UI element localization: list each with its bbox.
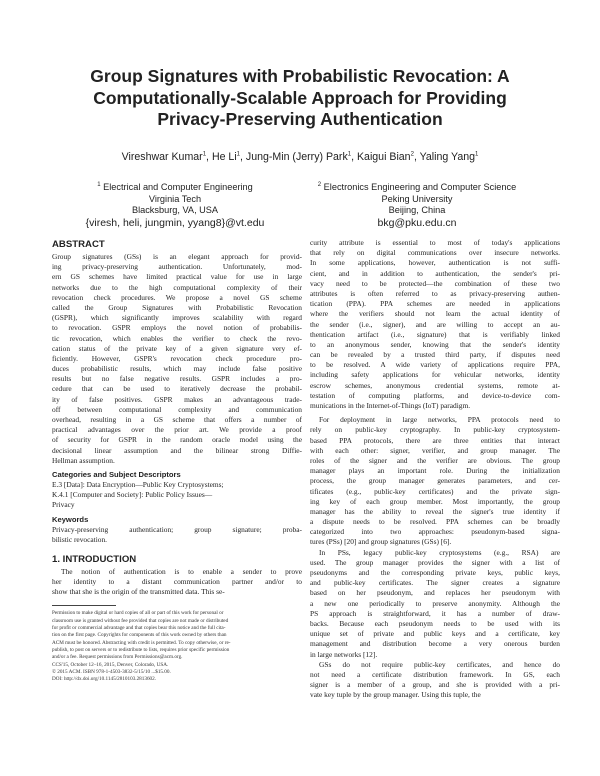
paragraph-line: categorized into two approaches: pseudonym-based signa- xyxy=(310,527,560,537)
paragraph xyxy=(310,660,560,701)
author-affiliation-mark: 1 xyxy=(475,151,479,158)
paragraph-line: testation of computing platforms, and device-to-device com- xyxy=(310,390,560,400)
affiliation-line: Electronics Engineering and Computer Science xyxy=(323,182,517,193)
affiliation-block xyxy=(302,180,532,230)
paragraph xyxy=(310,548,560,660)
paragraph-line: in large networks [12]. xyxy=(310,649,378,659)
paragraph-line: munications in the Internet-of-Things (IoT) paradigm. xyxy=(310,401,471,410)
author-affiliation-mark: 1 xyxy=(347,151,352,158)
abstract-line: cation status of the private key of a given signature very ef- xyxy=(52,343,302,353)
paragraph-line: In PSs, legacy public-key cryptosystems (e.g., RSA) are xyxy=(319,547,560,557)
paragraph-line: including safety applications for vehicular networks, identity xyxy=(310,370,560,380)
abstract-line: cedure that can be used to iteratively decrease the probabil- xyxy=(52,384,302,394)
right-column xyxy=(310,238,560,700)
affiliation-mark: 1 xyxy=(97,182,101,188)
intro-line: show that she is the origin of the transmitted data. This se- xyxy=(52,587,225,597)
paragraph-line: pseudonyms and the corresponding private keys, public keys, xyxy=(310,568,560,577)
paragraph-line: and public-key certificates. The signer creates a signature xyxy=(310,578,560,588)
abstract-line: of security for GSPR in the random oracle model using the xyxy=(52,435,302,445)
abstract-line: revocation check procedures. We propose a novel GS scheme xyxy=(52,292,302,302)
left-column xyxy=(52,238,302,683)
paragraph-line: tificates (e.g., public-key certificates) and the private sign- xyxy=(310,486,560,496)
title-line: Group Signatures with Probabilistic Revocation: A xyxy=(90,66,510,86)
affiliation-line: Beijing, China xyxy=(388,205,446,216)
paragraph-line: thentication artifact (i.e., signature) that is verifiably linked xyxy=(310,329,560,339)
author-affiliation-mark: 1 xyxy=(202,151,207,158)
categories-heading: Categories and Subject Descriptors xyxy=(52,469,181,479)
abstract-line: duces probabilistic results, which may include false positive xyxy=(52,364,302,374)
paragraph-line: process, the group manager generates parameters, and cer- xyxy=(310,476,560,486)
paragraph-line: to an anonymous sender, knowing that the sender's identity xyxy=(310,339,560,349)
paragraph-line: used. The group manager provides the signer with a list of xyxy=(310,557,560,567)
copyright-line: © 2015 ACM. ISBN 978-1-4503-3832-5/15/10 ...$15.00. xyxy=(52,668,171,675)
paragraph xyxy=(310,238,560,411)
paragraph-line: backs. Because each pseudonym needs to be used with its xyxy=(310,618,560,628)
intro-line: The notion of authentication is to enable a sender to prove xyxy=(61,566,302,576)
paragraph-line: management and distribution become a very onerous burden xyxy=(310,639,560,649)
author-name: Yaling Yang xyxy=(419,151,476,163)
permission-footnote xyxy=(52,610,302,683)
abstract-line: Hellman assumption. xyxy=(52,455,115,465)
abstract-line: (GSPR), which significantly improves scalability with regard xyxy=(52,313,302,323)
author-name: Kaigui Bian xyxy=(356,151,411,163)
author-name: Jung-Min (Jerry) Park xyxy=(245,151,348,163)
paragraph-line: roles of the signer and the verifier are obvious. The group xyxy=(310,455,560,465)
abstract-line: practical advantages over the prior art. We provide a proof xyxy=(52,425,302,435)
paragraph xyxy=(310,415,560,547)
paragraph-line: that rely on digital communications over insecure networks. xyxy=(310,248,560,258)
abstract-body xyxy=(52,252,302,466)
footnote-line: and/or a fee. Request permissions from Permissions@acm.org. xyxy=(52,654,183,661)
affiliation-line: Peking University xyxy=(381,193,453,204)
author-name: Vireshwar Kumar xyxy=(121,151,203,163)
keyword-line: bilistic revocation. xyxy=(52,534,108,544)
paragraph-line: vate key tuple by the group manager. Using this tuple, the xyxy=(310,690,481,700)
footnote-line: tion on the first page. Copyrights for components of this work owned by others than xyxy=(52,632,227,639)
paragraph-line: For deployment in large networks, PPA protocols need to xyxy=(319,415,560,425)
paragraph-line: a dispute needs to be resolved. PPA schemes can be broadly xyxy=(310,517,560,527)
title-line: Privacy-Preserving Authentication xyxy=(157,109,443,129)
paragraph-line: unique set of private and public keys and a certificate, key xyxy=(310,629,560,639)
affiliation-block xyxy=(70,180,280,230)
paragraph-line: GSs do not require public-key certificates, and hence do xyxy=(319,659,560,669)
conference-info: CCS'15, October 12–16, 2015, Denver, Colorado, USA. xyxy=(52,661,169,668)
affiliation-line: Virginia Tech xyxy=(148,193,202,204)
abstract-line: tic revocation, which enables the verifier to check the revo- xyxy=(52,333,302,343)
footnote-rule xyxy=(52,605,116,606)
categories-body xyxy=(52,480,302,511)
abstract-heading: ABSTRACT xyxy=(52,239,105,250)
paragraph-line: not need a certificate distribution framework. In GS, each xyxy=(310,669,560,679)
abstract-line: ing privacy-preserving authentication. Unfortunately, mod- xyxy=(52,262,302,272)
doi-line: DOI: http://dx.doi.org/10.1145/2810103.2813602. xyxy=(52,676,157,683)
paragraph-line: a new one periodically to preserve anonymity. Although the xyxy=(310,598,560,608)
keywords-heading: Keywords xyxy=(52,514,89,524)
abstract-line: off between computational complexity and communication xyxy=(52,404,302,414)
paragraph-line: based PPA protocols, there are three entities that interact xyxy=(310,435,560,445)
keywords-body xyxy=(52,525,302,545)
author-affiliation-mark: 1 xyxy=(236,151,241,158)
paragraph-line: with each other: signer, verifier, and group manager. The xyxy=(310,445,560,455)
abstract-line: called the Group Signatures with Probabilistic Revocation xyxy=(52,302,302,312)
paragraph-line: to be resolved. A wide variety of applications require PPA, xyxy=(310,360,560,370)
footnote-line: classroom use is granted without fee provided that copies are not made or distributed xyxy=(52,617,229,624)
paragraph-line: the sender (i.e., signer), and are willing to accept an au- xyxy=(310,319,560,329)
abstract-line: ern GS schemes have limited practical value for use in large xyxy=(52,272,302,282)
paragraph-line: vacy need to be protected—the combination of these two xyxy=(310,278,560,288)
paragraph-line: cient, and in addition to authentication, the sender's pri- xyxy=(310,268,560,278)
abstract-line: Group signatures (GSs) is an elegant approach for provid- xyxy=(52,252,302,261)
paragraph-line: curity attribute is essential to most of today's applications xyxy=(310,238,560,247)
paragraph-line: where the verifiers should not learn the actual identity of xyxy=(310,309,560,319)
affiliation-mark: 2 xyxy=(317,182,322,188)
abstract-line: ity of false positives. GSPR makes an advantageous trade- xyxy=(52,394,302,404)
keyword-line: Privacy-preserving authentication; group signature; proba- xyxy=(52,524,302,534)
abstract-line: networks due to the high computational complexity of their xyxy=(52,282,302,292)
paragraph-line: attributes is often referred to as privacy-preserving authen- xyxy=(310,288,560,298)
abstract-line: ficiently. However, GSPR's revocation check procedure pro- xyxy=(52,353,302,363)
paragraph-line: manager plays an important role. During the initialization xyxy=(310,466,560,476)
paragraph-line: escrow schemes, anonymous credential systems, remote at- xyxy=(310,380,560,390)
paragraph-line: In some applications, however, authentication is not suffi- xyxy=(310,258,560,268)
paper-title xyxy=(40,66,560,131)
footnote-line: for profit or commercial advantage and that copies bear this notice and the full cita- xyxy=(52,625,226,632)
paragraph-line: can be revealed by a trusted third party, if disputes need xyxy=(310,350,560,360)
paragraph-line: signer is a member of a group, and she is provided with a pri- xyxy=(310,680,560,690)
category-line: K.4.1 [Computer and Society]: Public Policy Issues— xyxy=(52,490,213,500)
paragraph-line: PS approach is straightforward, it has a number of draw- xyxy=(310,608,560,618)
footnote-line: publish, to post on servers or to redistribute to lists, requires prior specific permission xyxy=(52,646,230,653)
paragraph-line: tication (PPA). PPA schemes are needed in applications xyxy=(310,299,560,309)
intro-line: her identity to a distant communication partner and/or to xyxy=(52,577,302,587)
paragraph-line: rely on public-key cryptography. In public-key cryptosystem- xyxy=(310,425,560,435)
footnote-line: Permission to make digital or hard copies of all or part of this work for personal or xyxy=(52,610,224,617)
introduction-body xyxy=(52,567,302,598)
author-affiliation-mark: 2 xyxy=(410,151,414,158)
abstract-line: results but no false negative results. GSPR includes a pro- xyxy=(52,374,302,384)
affiliation-line: Electrical and Computer Engineering xyxy=(103,182,253,193)
paragraph-line: manager has the ability to reveal the signer's true identity if xyxy=(310,506,560,516)
paragraph-line: ing key of each group member. Most importantly, the group xyxy=(310,496,560,506)
footnote-line: ACM must be honored. Abstracting with credit is permitted. To copy otherwise, or re- xyxy=(52,639,231,646)
title-line: Computationally-Scalable Approach for Providing xyxy=(93,87,507,108)
category-line: Privacy xyxy=(52,500,75,510)
affiliation-email: bkg@pku.edu.cn xyxy=(377,216,457,229)
author-list: Vireshwar Kumar$^1$, He Li$^1$, Jung-Min (Jerry) Park$^1$, Kaigui Bian$^2$, Yaling Yang$^1$ xyxy=(121,151,479,163)
abstract-line: decisional linear assumption and the bilinear strong Diffie- xyxy=(52,445,302,455)
category-line: E.3 [Data]: Data Encryption—Public Key Cryptosystems; xyxy=(52,479,224,489)
introduction-heading: 1. INTRODUCTION xyxy=(52,553,137,565)
paragraph-line: based on her pseudonym, and replaces her pseudonym with xyxy=(310,588,560,598)
affiliation-line: Blacksburg, VA, USA xyxy=(131,205,219,216)
paragraph-line: tures (PSs) [20] and group signatures (GSs) [6]. xyxy=(310,537,452,547)
abstract-line: overhead, resulting in a GS scheme that offers a number of xyxy=(52,415,302,424)
affiliation-email: {viresh, heli, jungmin, yyang8}@vt.edu xyxy=(85,216,265,229)
abstract-line: to revocation. GSPR employs the novel notion of probabilis- xyxy=(52,323,302,333)
author-name: He Li xyxy=(211,151,237,163)
